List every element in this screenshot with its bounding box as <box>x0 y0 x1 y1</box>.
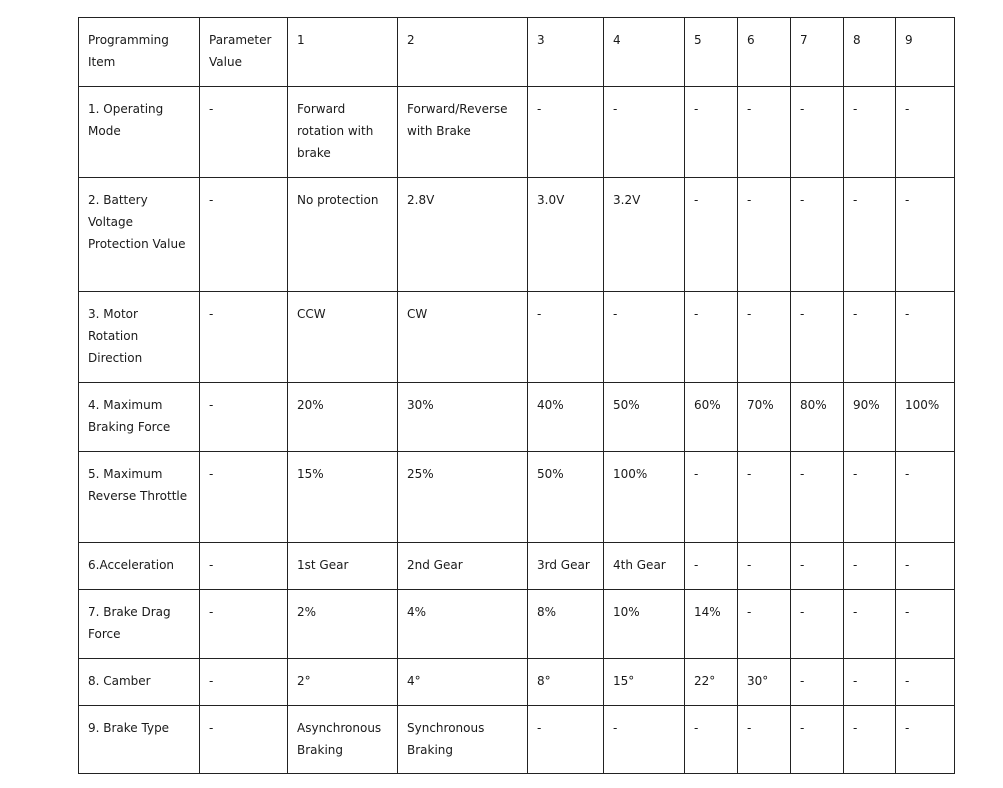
row-label-cell: 1. Operating Mode <box>79 87 200 178</box>
table-cell: 14% <box>685 590 738 659</box>
table-cell: 4° <box>398 659 528 706</box>
row-label-cell: 6.Acceleration <box>79 543 200 590</box>
table-cell: 50% <box>528 452 604 543</box>
table-cell: - <box>604 292 685 383</box>
header-cell-2: 2 <box>398 18 528 87</box>
table-cell: - <box>791 706 844 774</box>
table-cell: - <box>738 178 791 292</box>
table-cell: Synchronous Braking <box>398 706 528 774</box>
table-cell: Forward rotation with brake <box>288 87 398 178</box>
table-cell: 10% <box>604 590 685 659</box>
table-cell: - <box>844 706 896 774</box>
parameter-value-cell: - <box>200 659 288 706</box>
table-cell: 3.0V <box>528 178 604 292</box>
header-cell-3: 3 <box>528 18 604 87</box>
row-label-cell: 9. Brake Type <box>79 706 200 774</box>
table-cell: CCW <box>288 292 398 383</box>
table-cell: - <box>685 706 738 774</box>
table-cell: 8° <box>528 659 604 706</box>
table-row <box>79 706 955 774</box>
table-cell: Asynchronous Braking <box>288 706 398 774</box>
table-cell: - <box>791 590 844 659</box>
table-cell: - <box>738 292 791 383</box>
parameter-value-cell: - <box>200 292 288 383</box>
table-cell: - <box>604 87 685 178</box>
parameter-value-cell: - <box>200 590 288 659</box>
table-row <box>79 659 955 706</box>
table-cell: - <box>685 87 738 178</box>
table-cell: 30% <box>398 383 528 452</box>
table-cell: - <box>528 87 604 178</box>
table-cell: - <box>844 87 896 178</box>
header-cell-9: 9 <box>896 18 955 87</box>
table-cell: 50% <box>604 383 685 452</box>
table-cell: - <box>844 590 896 659</box>
table-cell: CW <box>398 292 528 383</box>
table-cell: - <box>791 543 844 590</box>
table-row <box>79 590 955 659</box>
table-cell: - <box>844 452 896 543</box>
header-cell-programming-item: Programming Item <box>79 18 200 87</box>
table-cell: - <box>896 590 955 659</box>
table-body <box>79 18 955 774</box>
table-row <box>79 543 955 590</box>
parameter-value-cell: - <box>200 543 288 590</box>
table-cell: - <box>844 659 896 706</box>
table-cell: - <box>738 706 791 774</box>
table-cell: - <box>896 452 955 543</box>
table-row <box>79 452 955 543</box>
table-cell: 2nd Gear <box>398 543 528 590</box>
table-cell: - <box>844 178 896 292</box>
row-label-cell: 7. Brake Drag Force <box>79 590 200 659</box>
parameter-value-cell: - <box>200 706 288 774</box>
table-cell: - <box>791 452 844 543</box>
table-cell: 40% <box>528 383 604 452</box>
header-cell-6: 6 <box>738 18 791 87</box>
table-cell: - <box>844 292 896 383</box>
parameter-value-cell: - <box>200 87 288 178</box>
table-cell: 15% <box>288 452 398 543</box>
table-cell: - <box>791 292 844 383</box>
programming-table <box>78 17 955 774</box>
header-cell-7: 7 <box>791 18 844 87</box>
header-cell-5: 5 <box>685 18 738 87</box>
table-cell: - <box>685 543 738 590</box>
table-cell: 4% <box>398 590 528 659</box>
table-cell: No protection <box>288 178 398 292</box>
table-cell: - <box>604 706 685 774</box>
header-cell-4: 4 <box>604 18 685 87</box>
parameter-value-cell: - <box>200 383 288 452</box>
header-cell-8: 8 <box>844 18 896 87</box>
table-cell: - <box>738 590 791 659</box>
table-cell: 70% <box>738 383 791 452</box>
table-cell: 80% <box>791 383 844 452</box>
table-cell: - <box>738 543 791 590</box>
table-cell: 3rd Gear <box>528 543 604 590</box>
row-label-cell: 2. Battery Voltage Protection Value <box>79 178 200 292</box>
table-cell: - <box>738 87 791 178</box>
table-header-row <box>79 18 955 87</box>
table-cell: 30° <box>738 659 791 706</box>
parameter-value-cell: - <box>200 178 288 292</box>
parameter-value-cell: - <box>200 452 288 543</box>
table-cell: 1st Gear <box>288 543 398 590</box>
table-cell: - <box>528 292 604 383</box>
table-cell: 25% <box>398 452 528 543</box>
table-row <box>79 292 955 383</box>
table-row <box>79 178 955 292</box>
table-cell: - <box>844 543 896 590</box>
table-cell: - <box>791 178 844 292</box>
table-cell: - <box>685 452 738 543</box>
row-label-cell: 5. Maximum Reverse Throttle <box>79 452 200 543</box>
table-cell: 20% <box>288 383 398 452</box>
table-cell: - <box>791 87 844 178</box>
table-cell: 90% <box>844 383 896 452</box>
table-cell: - <box>685 292 738 383</box>
table-cell: - <box>896 178 955 292</box>
table-cell: - <box>896 292 955 383</box>
table-cell: - <box>896 659 955 706</box>
table-cell: - <box>791 659 844 706</box>
table-cell: - <box>738 452 791 543</box>
row-label-cell: 3. Motor Rotation Direction <box>79 292 200 383</box>
table-cell: 2° <box>288 659 398 706</box>
row-label-cell: 4. Maximum Braking Force <box>79 383 200 452</box>
table-cell: 15° <box>604 659 685 706</box>
table-cell: 60% <box>685 383 738 452</box>
table-cell: 3.2V <box>604 178 685 292</box>
table-row <box>79 87 955 178</box>
table-cell: - <box>528 706 604 774</box>
table-cell: 22° <box>685 659 738 706</box>
table-cell: 2.8V <box>398 178 528 292</box>
table-cell: 2% <box>288 590 398 659</box>
table-cell: 8% <box>528 590 604 659</box>
table-cell: - <box>685 178 738 292</box>
table-cell: 100% <box>604 452 685 543</box>
table-cell: - <box>896 543 955 590</box>
table-cell: - <box>896 706 955 774</box>
header-cell-1: 1 <box>288 18 398 87</box>
table-row <box>79 383 955 452</box>
table-cell: 100% <box>896 383 955 452</box>
table-cell: 4th Gear <box>604 543 685 590</box>
table-cell: - <box>896 87 955 178</box>
table-cell: Forward/Reverse with Brake <box>398 87 528 178</box>
header-cell-parameter-value: Parameter Value <box>200 18 288 87</box>
row-label-cell: 8. Camber <box>79 659 200 706</box>
